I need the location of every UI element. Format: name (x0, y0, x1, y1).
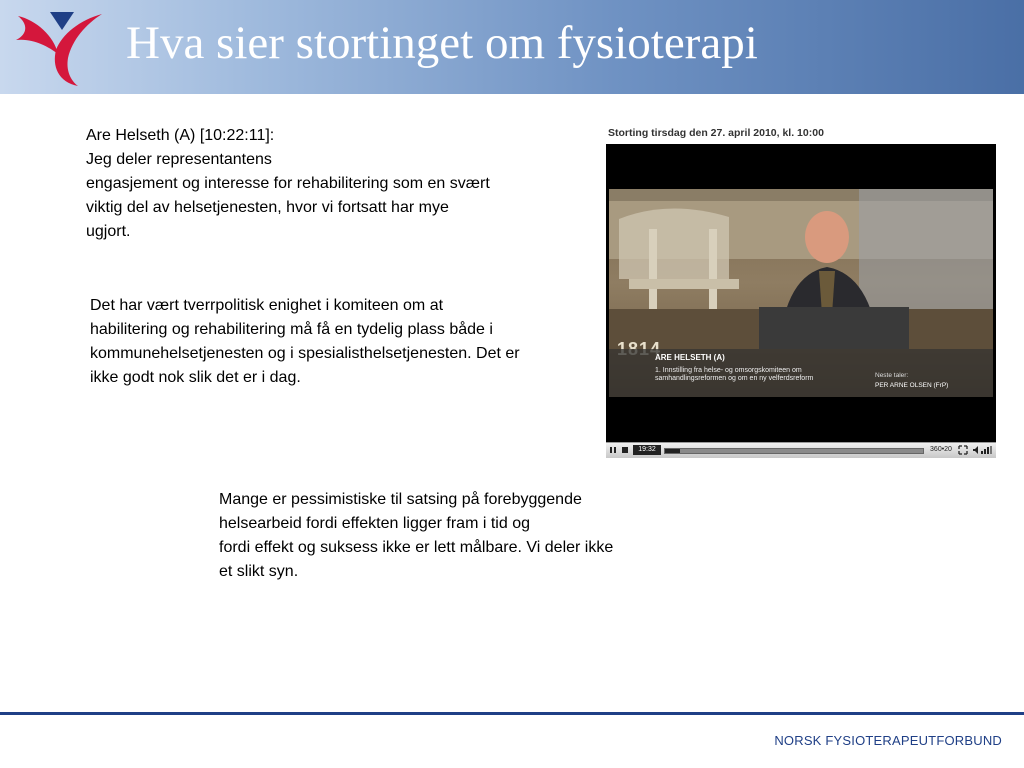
quote-line: kommunehelsetjenesten og i spesialisthelsetjenesten. Det er (90, 345, 520, 362)
quote-line: Jeg deler representantens (86, 151, 272, 168)
video-caption: Storting tirsdag den 27. april 2010, kl. 10:00 (608, 127, 824, 139)
pause-icon[interactable] (608, 445, 618, 455)
quote-line: viktig del av helsetjenesten, hvor vi fortsatt har mye (86, 199, 449, 216)
next-speaker-label: Neste taler: (875, 372, 909, 379)
quote-line: Are Helseth (A) [10:22:11]: (86, 127, 275, 144)
footer-organization: NORSK FYSIOTERAPEUTFORBUND (774, 733, 1002, 748)
quote-tverrpolitisk (90, 294, 582, 390)
quote-line: habilitering og rehabilitering må få en tydelig plass både i (90, 321, 493, 338)
next-speaker-name: PER ARNE OLSEN (FrP) (875, 382, 949, 389)
quote-line: et slikt syn. (219, 563, 299, 580)
quote-line: helsearbeid fordi effekten ligger fram i tid og (219, 515, 530, 532)
quote-are-helseth (86, 124, 566, 244)
stop-icon[interactable] (620, 445, 630, 455)
quote-forebyggende (219, 488, 679, 584)
video-player[interactable] (606, 124, 996, 458)
video-screen[interactable] (606, 144, 996, 442)
quote-line: ikke godt nok slik det er i dag. (90, 369, 301, 386)
video-controls (606, 442, 996, 458)
slide-title: Hva sier stortinget om fysioterapi (126, 17, 758, 69)
video-frame (609, 189, 993, 397)
footer-rule (0, 712, 1024, 715)
lower-third (609, 349, 993, 397)
quote-line: Det har vært tverrpolitisk enighet i komiteen om at (90, 297, 444, 314)
seek-bar[interactable] (664, 448, 924, 454)
quote-line: Mange er pessimistiske til satsing på forebyggende (219, 491, 582, 508)
quote-line: engasjement og interesse for rehabilitering som en svært (86, 175, 490, 192)
fullscreen-icon[interactable] (958, 445, 968, 455)
seek-bar-fill (665, 449, 680, 453)
speaker-name: ARE HELSETH (A) (655, 353, 725, 362)
agenda-text: 1. Innstilling fra helse- og omsorgskomiteen om samhandlingsreformen og om en ny velferdsreform (655, 367, 814, 382)
volume-icon[interactable] (972, 445, 994, 455)
nff-logo-icon (14, 10, 106, 88)
quote-line: ugjort. (86, 223, 131, 240)
time-readout: 19:32 (633, 445, 661, 455)
quality-indicator[interactable]: 360•20 (930, 446, 952, 453)
slide-header (0, 0, 1024, 94)
quote-line: fordi effekt og suksess ikke er lett målbare. Vi deler ikke (219, 539, 614, 556)
